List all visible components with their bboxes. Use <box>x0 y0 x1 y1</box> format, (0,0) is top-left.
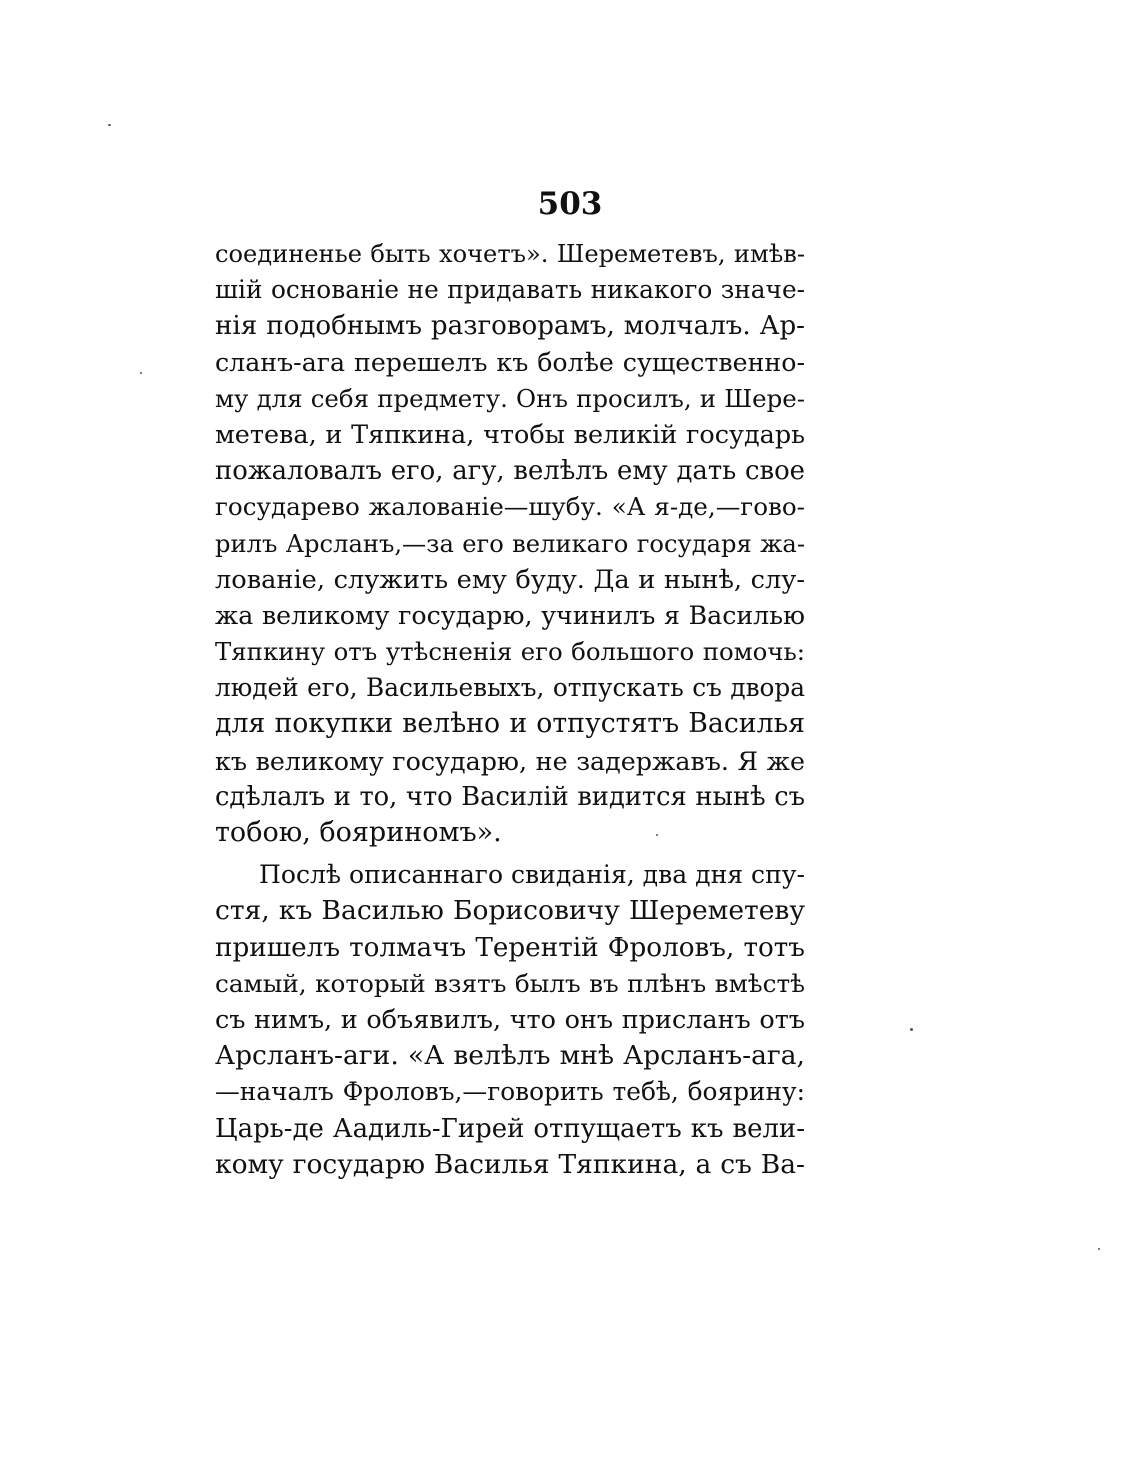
text-line: самый, который взятъ былъ въ плѣнъ вмѣстѣ <box>215 968 805 998</box>
text-line: пришелъ толмачъ Терентій Фроловъ, тотъ <box>215 932 805 963</box>
scan-speck <box>656 834 658 836</box>
text-line: государево жалованіе—шубу. «А я-де,—гово- <box>215 492 805 522</box>
paragraph-2 <box>215 857 805 1219</box>
scan-speck <box>140 372 142 374</box>
text-line: рилъ Арсланъ,—за его великаго государя жа- <box>215 529 805 558</box>
text-line: метева, и Тяпкина, чтобы великій государь <box>215 419 805 450</box>
page-number: 503 <box>537 186 603 222</box>
text-line: му для себя предмету. Онъ просилъ, и Шере- <box>215 383 805 413</box>
text-line: Послѣ описаннаго свиданія, два дня спу- <box>259 860 806 890</box>
text-line: для покупки велѣно и отпустятъ Василья <box>215 708 805 740</box>
text-line: жа великому государю, учинилъ я Василью <box>215 600 805 630</box>
text-line: кому государю Василья Тяпкина, а съ Ва- <box>215 1148 805 1180</box>
text-line: тобою, бояриномъ». <box>215 817 502 848</box>
text-line: Тяпкину отъ утѣсненія его большого помочь: <box>215 637 805 667</box>
body-text <box>215 236 805 1219</box>
text-line: стя, къ Василью Борисовичу Шереметеву <box>215 895 805 927</box>
scan-speck <box>1098 1248 1100 1250</box>
text-line: къ великому государю, не задержавъ. Я же <box>215 745 805 776</box>
text-line: сланъ-ага перешелъ къ болѣе существенно- <box>215 347 805 377</box>
text-line: лованіе, служить ему буду. Да и нынѣ, слу- <box>215 564 805 595</box>
scan-speck <box>108 124 111 126</box>
text-line: съ нимъ, и объявилъ, что онъ присланъ отъ <box>215 1004 805 1035</box>
text-line: —началъ Фроловъ,—говорить тебѣ, боярину: <box>215 1077 805 1107</box>
text-line: Арсланъ-аги. «А велѣлъ мнѣ Арсланъ-ага, <box>215 1040 805 1072</box>
scan-speck <box>910 1028 913 1031</box>
text-line: Царь-де Аадиль-Гирей отпущаетъ къ вели- <box>215 1113 805 1144</box>
text-line: шій основаніе не придавать никакого значе- <box>215 275 805 305</box>
paragraph-1 <box>215 236 805 851</box>
text-line: людей его, Васильевыхъ, отпускать съ двора <box>215 673 805 703</box>
text-line: пожаловалъ его, агу, велѣлъ ему дать свое <box>215 456 805 487</box>
text-line <box>215 1183 805 1219</box>
text-line: нія подобнымъ разговорамъ, молчалъ. Ар- <box>215 311 805 342</box>
text-line: сдѣлалъ и то, что Василій видится нынѣ съ <box>215 781 805 812</box>
text-line: соединенье быть хочетъ». Шереметевъ, имѣв- <box>215 240 805 268</box>
